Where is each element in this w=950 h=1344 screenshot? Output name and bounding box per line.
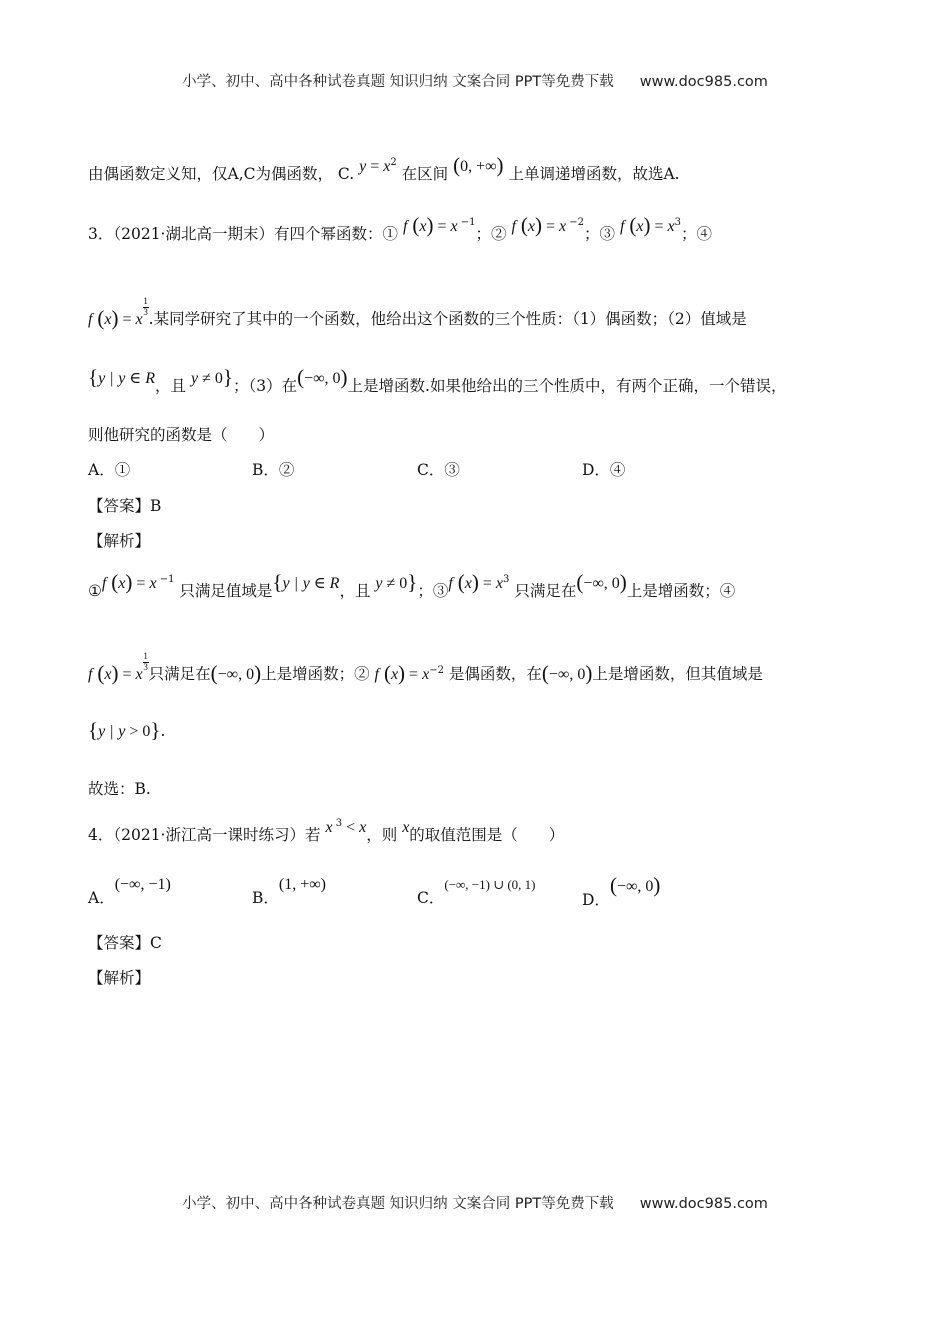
ana-text-1d: ；③ xyxy=(417,582,449,600)
formula-f1: f (x) = x $^{-1}$ xyxy=(402,213,476,237)
set-y-in-R-ana: {y | y ∈ R xyxy=(272,570,340,594)
q4-option-b xyxy=(252,876,326,908)
intro-text-1: 由偶函数定义知，仅A,C为偶函数， C. xyxy=(88,165,355,183)
ana-text-2d: 上是增函数，但其值域是 xyxy=(592,665,763,683)
cond-y-neq-0-ana: y ≠ 0} xyxy=(375,570,418,594)
var-x: x xyxy=(402,819,410,836)
q4-option-c-math: (−∞, −1) ∪ (0, 1) xyxy=(444,877,536,892)
q4-option-d-math: (−∞, 0) xyxy=(609,873,661,897)
q4-option-b-label: B． xyxy=(252,889,279,907)
formula-f3-ana: f $(x) = x^3$ xyxy=(448,570,510,594)
ana-text-1f: 上是增函数；④ xyxy=(626,582,736,600)
q4-option-d xyxy=(582,873,661,911)
q3-stem-line2 xyxy=(88,297,747,330)
interval-neg-inf-0-ana1: (−∞, 0) xyxy=(576,570,627,594)
formula-f3: f $(x) = x^3$ xyxy=(619,213,681,237)
q4-option-d-label: D． xyxy=(582,891,610,909)
q3-analysis-line2 xyxy=(88,652,763,685)
ana-text-1c: ，且 xyxy=(339,582,371,600)
footer-text: 小学、初中、高中各种试卷真题 知识归纳 文案合同 PPT等免费下载 xyxy=(182,1196,614,1212)
intro-line xyxy=(88,153,680,185)
q3-analysis-label: 【解析】 xyxy=(88,532,151,550)
ana-text-2a: 只满足在 xyxy=(148,665,211,683)
q3-analysis-line3 xyxy=(88,717,165,742)
page-header xyxy=(0,70,950,91)
q4-option-c xyxy=(417,877,536,908)
formula-f1-ana: f (x) = x $^{-1}$ xyxy=(101,570,175,594)
intro-text-3: 上单调递增函数，故选A. xyxy=(508,165,680,183)
ana-mark-1: ① xyxy=(88,582,102,600)
q3-stem-line1 xyxy=(88,213,712,245)
q4-stem-text-a: 4．（2021·浙江高一课时练习）若 xyxy=(88,826,321,844)
q3-stem-text-3a: ，且 xyxy=(155,377,187,395)
q3-option-c: C．③ xyxy=(417,461,460,479)
q4-stem xyxy=(88,817,565,845)
interval-neg-inf-0-ana3: (−∞, 0) xyxy=(541,661,593,685)
q3-option-d: D．④ xyxy=(582,461,626,479)
q3-stem-text-4: 则他研究的函数是（ ） xyxy=(88,426,275,444)
interval-neg-inf-0-ana2: (−∞, 0) xyxy=(210,661,262,685)
q4-stem-text-c: 的取值范围是（ ） xyxy=(409,826,565,844)
q4-option-a-label: A． xyxy=(88,889,115,907)
q3-stem-text: 3．（2021·湖北高一期末）有四个幂函数：① xyxy=(88,225,398,243)
q3-stem-text-2: .某同学研究了其中的一个函数，他给出这个函数的三个性质：（1）偶函数；（2）值域是 xyxy=(148,310,747,328)
set-y-in-R: {y | y ∈ R xyxy=(88,365,156,389)
formula-y-x2: $y = x^2$ xyxy=(359,156,397,175)
interval-neg-inf-0: (−∞, 0) xyxy=(297,365,348,389)
intro-text-2: 在区间 xyxy=(401,165,449,183)
q3-stem-line4 xyxy=(88,423,274,445)
q3-sep-3: ；③ xyxy=(584,225,616,243)
header-text: 小学、初中、高中各种试卷真题 知识归纳 文案合同 PPT等免费下载 xyxy=(182,74,614,90)
formula-f4: f (x) = x $\frac{1}{3}$ xyxy=(88,296,148,330)
q4-option-c-label: C． xyxy=(417,889,445,907)
interval-0-inf: (0, +∞) xyxy=(453,153,504,177)
q4-option-a xyxy=(88,876,171,908)
formula-f2: f (x) = x $^{-2}$ xyxy=(511,213,585,237)
q3-option-a: A．① xyxy=(88,461,131,479)
set-y-gt-0: {y | y > 0} xyxy=(88,718,161,742)
q4-answer: 【答案】C xyxy=(88,934,162,952)
q4-stem-text-b: ，则 xyxy=(366,826,398,844)
q3-stem-text-3b: ；（3）在 xyxy=(232,377,298,395)
q3-stem-text-3c: 上是增函数.如果他给出的三个性质中，有两个正确，一个错误， xyxy=(347,377,787,395)
ana-text-2b: 上是增函数；② xyxy=(261,665,370,683)
formula-f4-ana: f (x) = x $\frac{1}{3}$ xyxy=(88,651,148,685)
cond-y-neq-0: y ≠ 0} xyxy=(190,365,233,389)
ana-text-1b: 只满足值域是 xyxy=(179,582,273,600)
q3-sep-2: ；② xyxy=(475,225,507,243)
q4-option-b-math: (1, +∞) xyxy=(278,876,326,893)
q3-analysis-line1 xyxy=(88,570,736,602)
q3-conclusion: 故选：B. xyxy=(88,780,151,798)
q3-option-b: B．② xyxy=(252,461,295,479)
q4-analysis-label: 【解析】 xyxy=(88,969,151,987)
ana-text-3end: . xyxy=(160,722,166,740)
ana-text-1e: 只满足在 xyxy=(514,582,577,600)
q3-answer: 【答案】B xyxy=(88,497,162,515)
header-site-link[interactable]: www.doc985.com xyxy=(639,74,768,90)
page-footer xyxy=(0,1192,950,1213)
q3-sep-4: ；④ xyxy=(680,225,712,243)
formula-x3-lt-x: x $^3$ < x xyxy=(325,817,367,836)
ana-text-2c: 是偶函数，在 xyxy=(448,665,542,683)
q4-option-a-math: (−∞, −1) xyxy=(114,876,171,893)
formula-f2-ana: f $(x) = x^{-2}$ xyxy=(374,661,444,685)
footer-site-link[interactable]: www.doc985.com xyxy=(639,1196,768,1212)
q3-stem-line3 xyxy=(88,365,787,397)
